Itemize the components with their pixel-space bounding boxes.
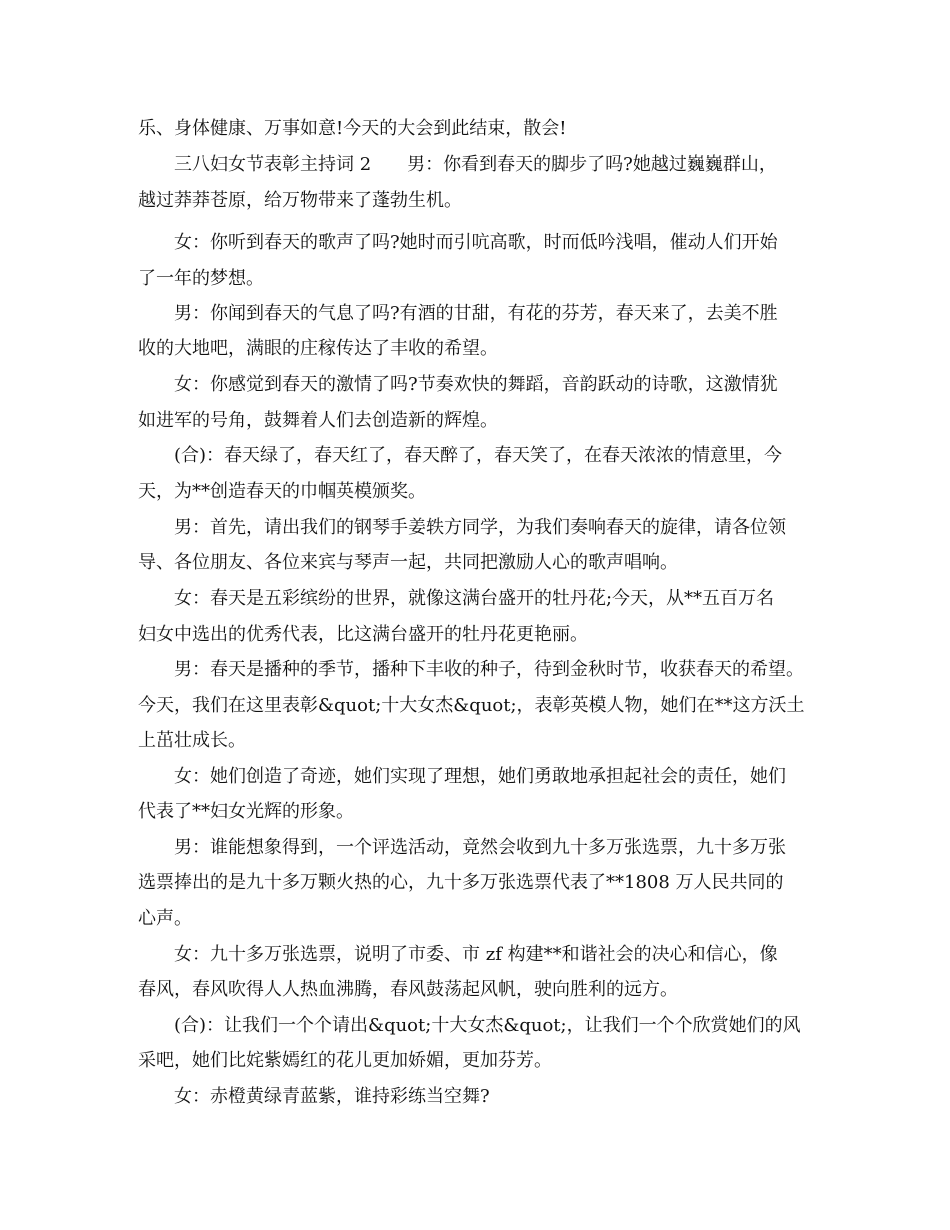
text-line: 女：春天是五彩缤纷的世界，就像这满台盛开的牡丹花;今天，从**五百万名 xyxy=(174,588,775,609)
text-line: 上茁壮成长。 xyxy=(138,730,246,751)
text-line: 代表了**妇女光辉的形象。 xyxy=(138,801,354,822)
text-line: 男：谁能想象得到，一个评选活动，竟然会收到九十多万张选票，九十多万张 xyxy=(174,837,786,858)
text-line: 越过莽莽苍原，给万物带来了蓬勃生机。 xyxy=(138,190,462,211)
text-line: 如进军的号角，鼓舞着人们去创造新的辉煌。 xyxy=(138,410,498,431)
text-line: 女：你感觉到春天的激情了吗?节奏欢快的舞蹈，音韵跃动的诗歌，这激情犹 xyxy=(174,374,778,395)
text-line: 天，为**创造春天的巾帼英模颁奖。 xyxy=(138,481,426,502)
text-line: 采吧，她们比姹紫嫣红的花儿更加娇媚，更加芬芳。 xyxy=(138,1050,552,1071)
text-line: 心声。 xyxy=(138,908,192,929)
text-line: 妇女中选出的优秀代表，比这满台盛开的牡丹花更艳丽。 xyxy=(138,624,588,645)
text-line: 女：她们创造了奇迹，她们实现了理想，她们勇敢地承担起社会的责任，她们 xyxy=(174,766,786,787)
text-line: 导、各位朋友、各位来宾与琴声一起，共同把激励人心的歌声唱响。 xyxy=(138,552,678,573)
text-line: 男：你闻到春天的气息了吗?有酒的甘甜，有花的芬芳，春天来了，去美不胜 xyxy=(174,303,778,324)
text-line: 女：赤橙黄绿青蓝紫，谁持彩练当空舞? xyxy=(174,1086,490,1107)
text-line: (合)：春天绿了，春天红了，春天醉了，春天笑了，在春天浓浓的情意里，今 xyxy=(174,445,783,466)
text-line: 选票捧出的是九十多万颗火热的心，九十多万张选票代表了**1808 万人民共同的 xyxy=(138,872,784,893)
text-line: (合)：让我们一个个请出&quot;十大女杰&quot;，让我们一个个欣赏她们的风 xyxy=(174,1015,801,1036)
text-line: 女：你听到春天的歌声了吗?她时而引吭高歌，时而低吟浅唱，催动人们开始 xyxy=(174,232,778,253)
text-line: 乐、身体健康、万事如意!今天的大会到此结束，散会! xyxy=(138,118,567,139)
text-line: 今天，我们在这里表彰&quot;十大女杰&quot;，表彰英模人物，她们在**这方沃土 xyxy=(138,695,805,716)
text-line: 三八妇女节表彰主持词 2 男：你看到春天的脚步了吗?她越过巍巍群山， xyxy=(174,154,777,175)
text-line: 收的大地吧，满眼的庄稼传达了丰收的希望。 xyxy=(138,338,498,359)
text-line: 男：春天是播种的季节，播种下丰收的种子，待到金秋时节，收获春天的希望。 xyxy=(174,659,804,680)
text-line: 春风，春风吹得人人热血沸腾，春风鼓荡起风帆，驶向胜利的远方。 xyxy=(138,979,678,1000)
text-line: 了一年的梦想。 xyxy=(138,268,264,289)
text-line: 男：首先，请出我们的钢琴手姜轶方同学，为我们奏响春天的旋律，请各位领 xyxy=(174,517,786,538)
text-line: 女：九十多万张选票，说明了市委、市 zf 构建**和谐社会的决心和信心，像 xyxy=(174,944,778,965)
